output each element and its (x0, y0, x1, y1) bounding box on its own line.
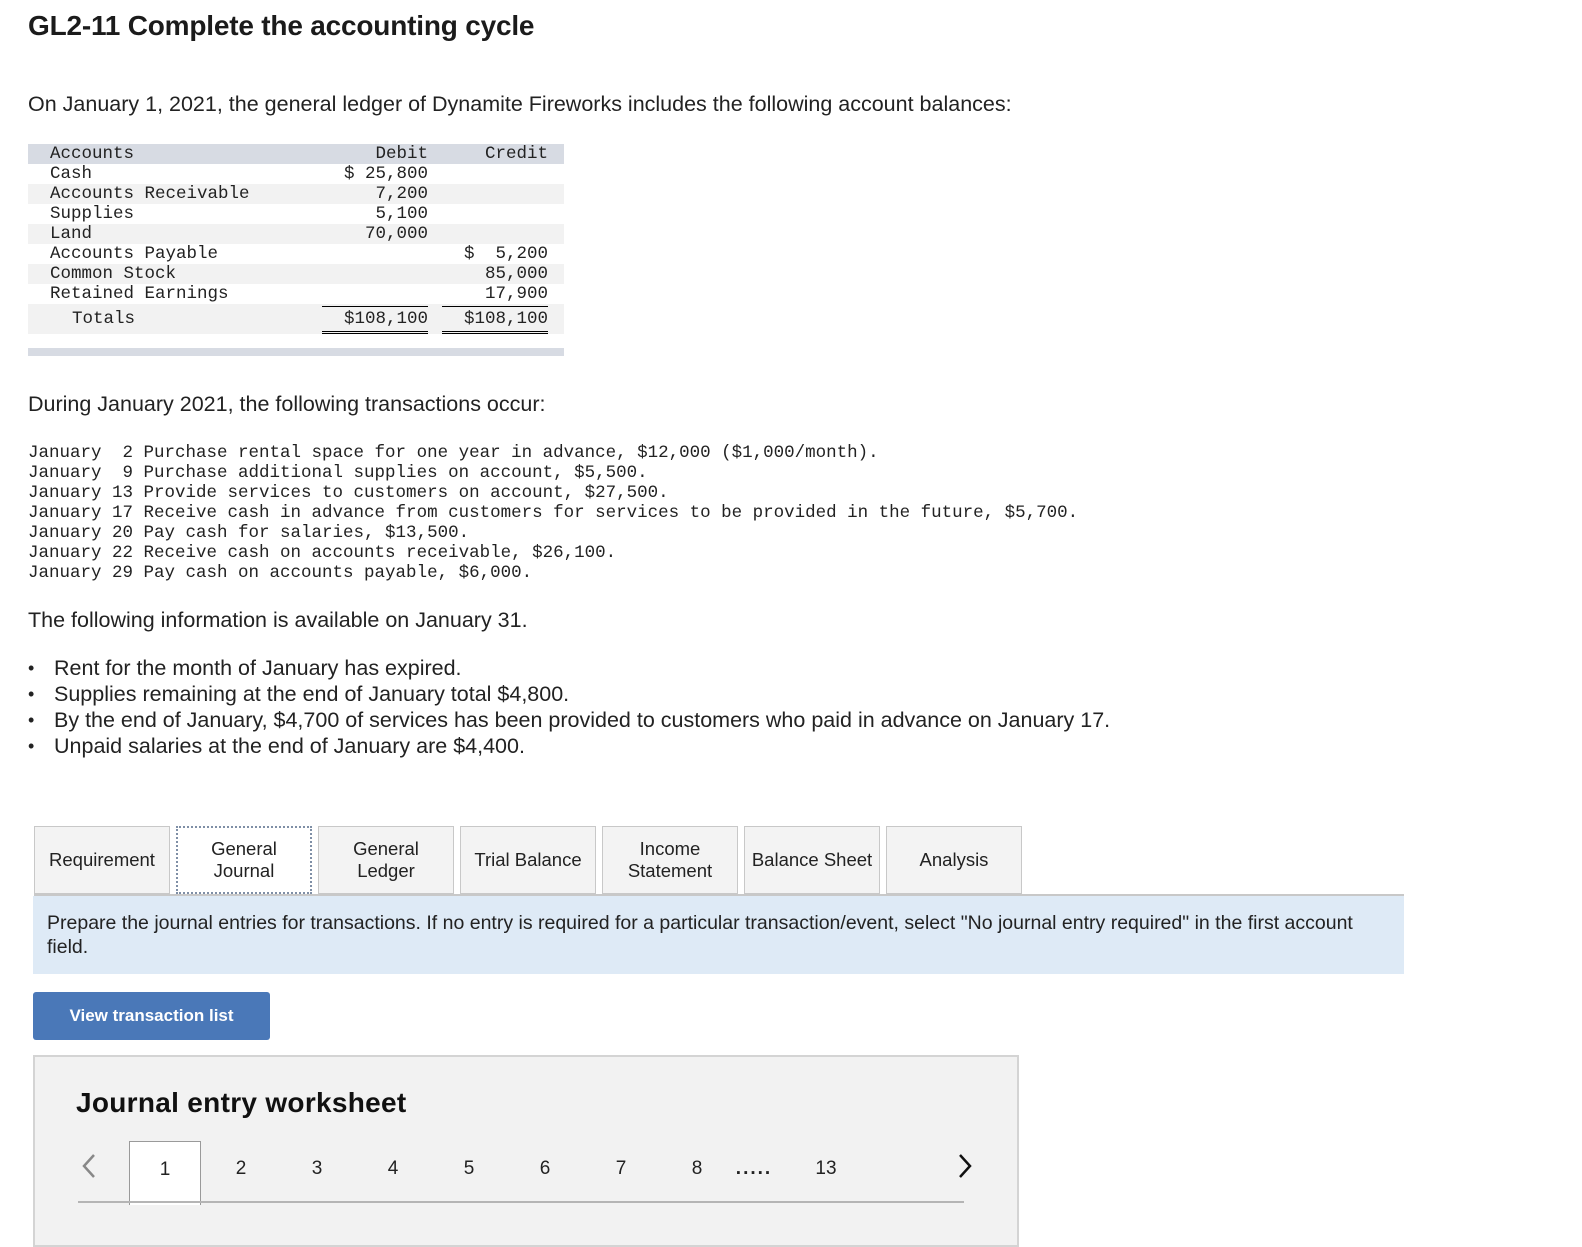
worksheet-title: Journal entry worksheet (76, 1087, 407, 1118)
instruction-box (33, 896, 1404, 974)
account-name: Retained Earnings (50, 284, 229, 304)
page-3[interactable]: 3 (311, 1158, 323, 1179)
debit-value: $ 25,800 (343, 164, 428, 184)
tab-label-line2: Statement (627, 860, 713, 881)
tab-label-line2: Ledger (357, 860, 415, 881)
table-row (28, 244, 564, 264)
worksheet-divider (78, 1201, 964, 1203)
page-7[interactable]: 7 (615, 1158, 627, 1179)
transactions-list (28, 443, 1078, 583)
tab-label: General (353, 838, 419, 859)
view-transaction-list-button[interactable]: View transaction list (33, 992, 270, 1040)
transaction-line: January 17 Receive cash in advance from customers for services to be provided in the future, $5,700. (28, 503, 1079, 523)
debit-value: 70,000 (314, 224, 442, 244)
tab-requirement[interactable] (34, 826, 170, 894)
totals-debit-cell (314, 304, 442, 334)
account-name: Land (28, 224, 314, 244)
credit-value (442, 204, 564, 224)
transaction-line: January 20 Pay cash for salaries, $13,500. (28, 523, 470, 543)
totals-row (28, 304, 564, 334)
page-13[interactable]: 13 (815, 1158, 837, 1179)
tab-label: Balance Sheet (751, 849, 873, 870)
tab-analysis[interactable] (886, 826, 1022, 894)
page-2[interactable]: 2 (235, 1158, 247, 1179)
transaction-line: January 2 Purchase rental space for one year in advance, $12,000 ($1,000/month). (28, 443, 879, 463)
tab-label: Income (639, 838, 701, 859)
tab-label: General (211, 838, 277, 859)
tab-trial-balance[interactable] (460, 826, 596, 894)
debit-value (314, 264, 442, 284)
credit-value (442, 184, 564, 204)
account-balances-table (28, 144, 564, 334)
table-footer-bar (28, 348, 564, 356)
list-item: • Supplies remaining at the end of January total $4,800. (28, 681, 1110, 707)
intro-text: On January 1, 2021, the general ledger of Dynamite Fireworks includes the following account balances: (28, 92, 1012, 116)
page-4[interactable]: 4 (387, 1158, 399, 1179)
credit-value: 17,900 (484, 284, 548, 304)
table-row (28, 184, 564, 204)
debit-value: 7,200 (314, 184, 442, 204)
list-item: • Unpaid salaries at the end of January are $4,400. (28, 733, 1110, 759)
tab-income-statement[interactable] (602, 826, 738, 894)
page-ellipsis: ..... (735, 1158, 773, 1179)
list-item: • By the end of January, $4,700 of services has been provided to customers who paid in advance on January 17. (28, 707, 1110, 733)
chevron-left-icon[interactable] (79, 1151, 99, 1189)
page-title: GL2-11 Complete the accounting cycle (28, 10, 535, 41)
credit-value (442, 224, 564, 244)
instruction-text: Prepare the journal entries for transactions. If no entry is required for a particular transaction/event, select "No journal entry required" in the first account field. (47, 912, 1353, 958)
debit-value (314, 244, 442, 264)
tab-balance-sheet[interactable] (744, 826, 880, 894)
table-row (28, 164, 564, 184)
info-intro: The following information is available on January 31. (28, 608, 528, 632)
header-debit: Debit (314, 144, 442, 164)
journal-entry-worksheet (33, 1055, 1019, 1247)
transaction-line: January 9 Purchase additional supplies on account, $5,500. (28, 463, 648, 483)
credit-value: 85,000 (442, 264, 564, 284)
table-row (28, 204, 564, 224)
totals-label: Totals (28, 304, 314, 334)
debit-value: 5,100 (375, 204, 428, 224)
page-5[interactable]: 5 (463, 1158, 475, 1179)
account-name: Supplies (50, 204, 135, 224)
credit-value: $ 5,200 (463, 244, 548, 264)
totals-credit: $108,100 (442, 306, 548, 334)
table-row (28, 264, 564, 284)
account-name: Common Stock (28, 264, 314, 284)
tab-label: Analysis (919, 849, 989, 870)
account-name: Cash (50, 164, 93, 184)
transaction-line: January 13 Provide services to customers on account, $27,500. (28, 483, 669, 503)
transaction-line: January 29 Pay cash on accounts payable, $6,000. (28, 563, 533, 583)
credit-value (442, 164, 564, 184)
totals-credit-cell (442, 304, 564, 334)
transaction-line: January 22 Receive cash on accounts receivable, $26,100. (28, 543, 617, 563)
debit-value (314, 284, 442, 304)
list-item: • Rent for the month of January has expired. (28, 655, 1110, 681)
info-list (28, 655, 1110, 759)
tab-general-ledger[interactable] (318, 826, 454, 894)
account-name: Accounts Payable (50, 244, 219, 264)
header-accounts: Accounts (28, 144, 314, 164)
transactions-intro: During January 2021, the following transactions occur: (28, 392, 546, 416)
worksheet-pager (35, 1141, 1021, 1205)
table-header-row (28, 144, 564, 164)
page-8[interactable]: 8 (691, 1158, 703, 1179)
page-1[interactable]: 1 (129, 1141, 201, 1205)
chevron-right-icon[interactable] (955, 1151, 975, 1189)
account-name: Accounts Receivable (28, 184, 314, 204)
tab-label-line2: Journal (213, 860, 275, 881)
header-credit: Credit (442, 144, 564, 164)
page-6[interactable]: 6 (539, 1158, 551, 1179)
table-row (28, 284, 564, 304)
tab-general-journal[interactable] (176, 826, 312, 894)
table-row (28, 224, 564, 244)
requirement-tabs (34, 826, 1028, 894)
tab-label: Trial Balance (474, 849, 582, 870)
tab-label: Requirement (49, 849, 155, 870)
totals-debit: $108,100 (322, 306, 428, 334)
